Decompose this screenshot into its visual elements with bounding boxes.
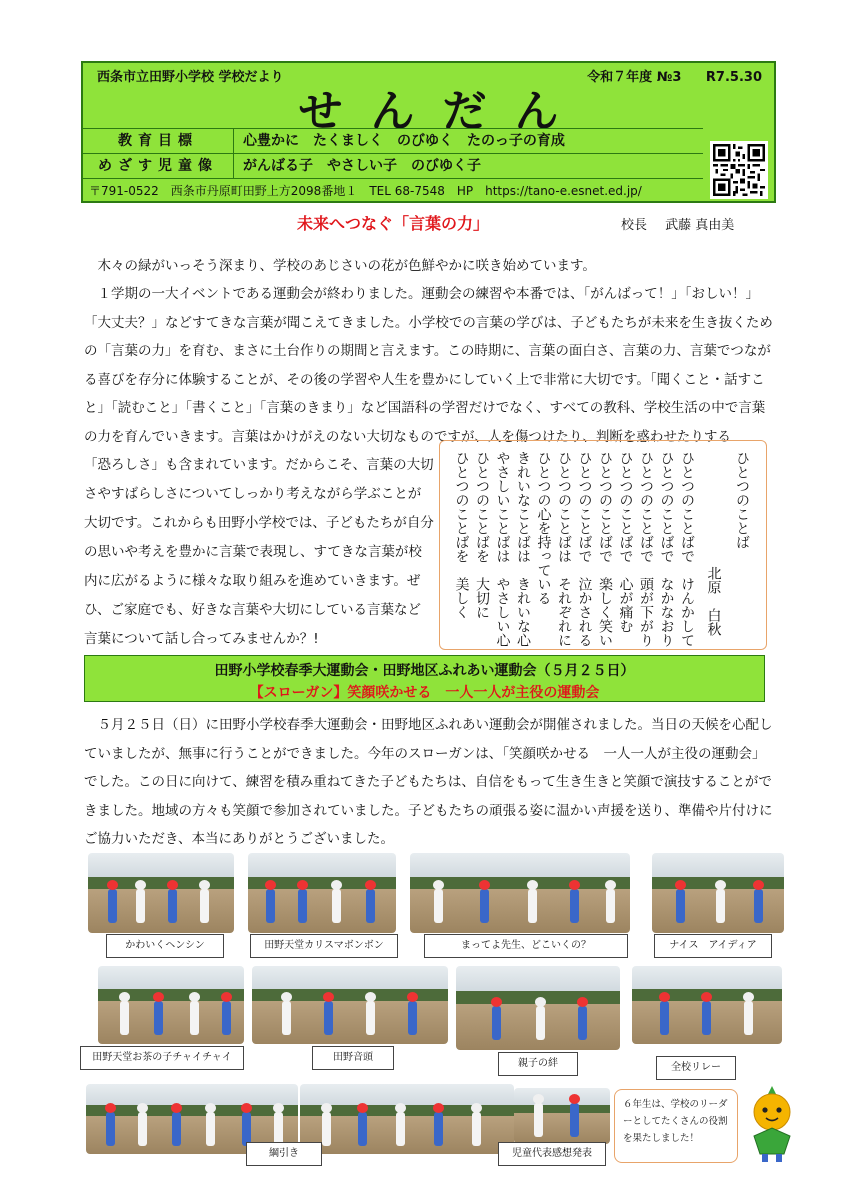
photo-dance [88,853,234,933]
photo-tea-dance [98,966,244,1044]
photo-caption: かわいくヘンシン [106,934,224,958]
message-title: 未来へつなぐ「言葉の力」 [297,214,490,233]
education-goal-row [83,128,703,153]
mascot-icon [742,1084,802,1164]
education-goal-value: 心豊かに たくましく のびゆく たのっ子の育成 [243,133,565,149]
poem-line: きれいなことばは きれいな心 [515,451,531,647]
photo-caption: 田野音頭 [312,1046,394,1070]
photo-chase [410,853,630,933]
school-address: 〒791-0522 西条市丹原町田野上方2098番地１ TEL 68-7548 HP https://tano-e.esnet.ed.jp/ [83,178,703,203]
school-name: 西条市立田野小学校 学校だより [97,70,284,85]
poem-text [451,451,752,647]
photo-pompom [248,853,396,933]
issue-date: R7.5.30 [705,70,762,85]
event-banner [84,655,765,702]
message-paragraph-2: １学期の一大イベントである運動会が終わりました。運動会の練習や本番では、「がんばって！」「おしい！」「大丈夫？」などすてきな言葉が聞こえてきました。小学校での言葉の学びは、子どもたちが未来を生き抜くための「言葉の力」を育む、まさに土台作りの期間と言えます。この時期に、言葉の面白さ、言葉の力、言葉でつながる喜びを存分に体験することが、その後の学習や人生を豊かにしていく上で非常に大切です。「聞くこと・話すこと」「読むこと」「書くこと」「言葉のきまり」など国語科の学習だけでなく、すべての教科、学校生活の中で言葉の力を育んでいきます。言葉はかけがえのない大切なものですが、人を傷つけたり、判断を惑わせたりする [84,286,773,445]
ideal-student-label: めざす児童像 [83,154,234,178]
poem-line: ひとつのことばで 楽しく笑い [597,451,613,647]
poem-line: ひとつのことばで けんかして [679,451,695,647]
photo-caption: まってよ先生、どこいくの？ [424,934,628,958]
newsletter-header [81,61,776,203]
photo-caption: 田野天堂カリスマボンボン [250,934,398,958]
event-title: 田野小学校春季大運動会・田野地区ふれあい運動会（５月２５日） [214,663,635,679]
poem-line: ひとつのことばで 心が痛む [617,451,634,633]
photo-caption: ナイス アイディア [654,934,772,958]
ideal-student-row [83,153,703,178]
photo-caption: 綱引き [246,1142,322,1166]
message-paragraph-1: 木々の緑がいっそう深まり、学校のあじさいの花が色鮮やかに咲き始めています。 [97,258,596,274]
message-author [621,214,734,233]
photo-caption: 児童代表感想発表 [498,1142,606,1166]
education-goal-label: 教育目標 [83,129,234,153]
poem-line: ひとつのことばで なかなおり [658,451,675,647]
poem-title: ひとつのことば [734,451,750,549]
photo-parent-child [456,966,620,1050]
photo-idea [652,853,784,933]
poem-line: ひとつの心を持っている [535,451,552,605]
poem-author: 北原 白秋 [705,566,722,636]
message-paragraph-3: 「恐ろしさ」も含まれています。だからこそ、言葉の大切さやすばらしさについてしっかり考えながら学ぶことが大切です。これからも田野小学校では、子どもたちが自分の思いや考えを豊かに言葉で表現し、すてきな言葉が校内に広がるように様々な取り組みを進めていきます。ぜひ、ご家庭でも、好きな言葉や大切にしている言葉など言葉について話し合ってみませんか？! [84,457,434,647]
ideal-student-value: がんばる子 やさしい子 のびゆく子 [243,158,481,174]
event-slogan: 【スローガン】笑顔咲かせる 一人一人が主役の運動会 [249,685,600,701]
issue-year: 令和７年度 №3 [587,70,682,85]
newsletter-title: せんだん [298,86,587,137]
poem-line: ひとつのことばを 大切に [474,451,490,619]
photo-caption: 親子の絆 [498,1052,578,1076]
photo-caption: 田野天堂お茶の子チャイチャイ [80,1046,244,1070]
speech-bubble: ６年生は、学校のリーダーとしてたくさんの役割を果たしました！ [614,1089,738,1163]
photo-caption: 全校リレー [656,1056,736,1080]
photo-tug-of-war-2 [300,1084,514,1154]
poem-box [439,440,767,650]
poem-line: ひとつのことばで 頭が下がり [638,451,654,647]
photo-relay [632,966,782,1044]
poem-line: ひとつのことばを 美しく [453,451,470,619]
author-name: 武藤 真由美 [665,218,735,233]
author-role: 校長 [621,218,648,233]
poem-line: ひとつのことばで 泣かされる [576,451,593,647]
photo-speech [514,1088,610,1144]
poem-line: ひとつのことばは それぞれに [556,451,572,647]
qr-code-icon[interactable] [710,141,768,199]
photo-ondo [252,966,448,1044]
poem-line: やさしいことばは やさしい心 [494,451,511,647]
event-report: ５月２５日（日）に田野小学校春季大運動会・田野地区ふれあい運動会が開催されました。当日の天候を心配していましたが、無事に行うことができました。今年のスローガンは、「笑顔咲かせる 一人一人が主役の運動会」でした。この日に向けて、練習を積み重ねてきた子どもたちは、自信をもって生き生きと笑顔で演技することができました。地域の方々も笑顔で参加されていました。子どもたちの頑張る姿に温かい声援を送り、準備や片付けにご協力いただき、本当にありがとうございました。 [84,717,773,847]
